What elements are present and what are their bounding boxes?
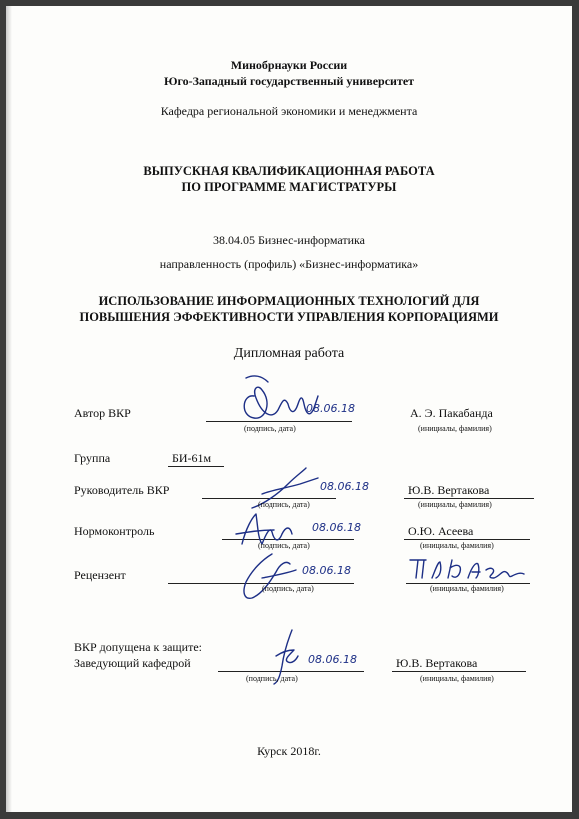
scan-shadow xyxy=(6,6,12,812)
author-sign-caption: (подпись, дата) xyxy=(244,424,296,433)
specialty-profile: направленность (профиль) «Бизнес-информатика» xyxy=(159,257,419,271)
head-name: Ю.В. Вертакова xyxy=(396,656,478,670)
reviewer-name-caption: (инициалы, фамилия) xyxy=(430,584,504,593)
city-year: Курск 2018г. xyxy=(257,744,321,758)
head-sign-caption: (подпись, дата) xyxy=(246,674,298,683)
normcontrol-sign-date: 08.06.18 xyxy=(312,521,361,534)
group-line xyxy=(168,466,224,467)
author-label: Автор ВКР xyxy=(74,406,131,420)
group-label: Группа xyxy=(74,451,111,465)
work-type-line-1: ВЫПУСКНАЯ КВАЛИФИКАЦИОННАЯ РАБОТА xyxy=(143,164,435,178)
supervisor-name-line xyxy=(404,498,534,499)
ministry-name: Минобрнауки России xyxy=(230,58,348,72)
normcontrol-name-line xyxy=(404,539,530,540)
supervisor-name-caption: (инициалы, фамилия) xyxy=(418,500,492,509)
work-type-line-2: ПО ПРОГРАММЕ МАГИСТРАТУРЫ xyxy=(181,180,397,194)
normcontrol-sign-caption: (подпись, дата) xyxy=(258,541,310,550)
reviewer-name-handwriting xyxy=(404,554,532,588)
head-name-line xyxy=(392,671,526,672)
author-name: А. Э. Пакабанда xyxy=(410,406,493,420)
title-page xyxy=(6,6,572,812)
admission-label: ВКР допущена к защите: xyxy=(74,640,202,654)
group-value: БИ-61м xyxy=(172,451,212,465)
reviewer-signature xyxy=(232,548,332,608)
department-name: Кафедра региональной экономики и менеджмента xyxy=(160,104,418,118)
head-name-caption: (инициалы, фамилия) xyxy=(420,674,494,683)
supervisor-label: Руководитель ВКР xyxy=(74,483,170,497)
specialty-code: 38.04.05 Бизнес-информатика xyxy=(212,233,366,247)
reviewer-sign-date: 08.06.18 xyxy=(302,564,351,577)
supervisor-sign-caption: (подпись, дата) xyxy=(258,500,310,509)
university-name: Юго-Западный государственный университет xyxy=(163,74,415,88)
supervisor-sign-date: 08.06.18 xyxy=(320,480,369,493)
reviewer-sign-caption: (подпись, дата) xyxy=(262,584,314,593)
topic-line-2: ПОВЫШЕНИЯ ЭФФЕКТИВНОСТИ УПРАВЛЕНИЯ КОРПОРАЦИЯМИ xyxy=(79,310,499,324)
document-kind: Дипломная работа xyxy=(233,346,345,361)
normcontrol-name: О.Ю. Асеева xyxy=(408,524,474,538)
topic-line-1: ИСПОЛЬЗОВАНИЕ ИНФОРМАЦИОННЫХ ТЕХНОЛОГИЙ ДЛЯ xyxy=(98,294,480,308)
supervisor-name: Ю.В. Вертакова xyxy=(408,483,490,497)
author-sign-date: 08.06.18 xyxy=(306,402,355,415)
reviewer-label: Рецензент xyxy=(74,568,126,582)
author-name-caption: (инициалы, фамилия) xyxy=(418,424,492,433)
normcontrol-label: Нормоконтроль xyxy=(74,524,155,538)
head-sign-date: 08.06.18 xyxy=(308,653,357,666)
head-of-department-label: Заведующий кафедрой xyxy=(74,656,191,670)
normcontrol-name-caption: (инициалы, фамилия) xyxy=(420,541,494,550)
